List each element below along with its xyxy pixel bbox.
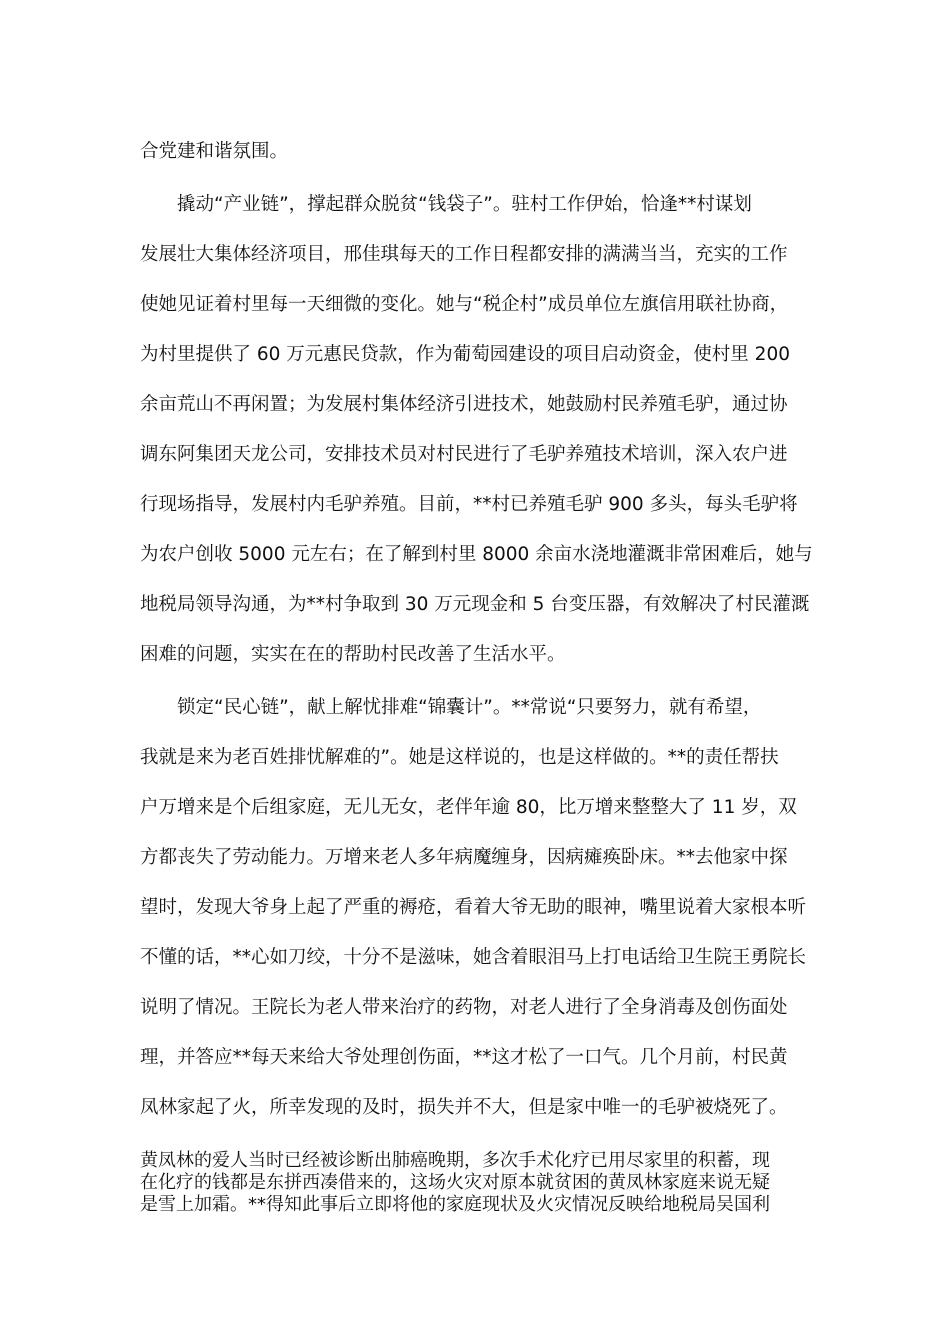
paragraph-start-line: 锁定“民心链”，献上解忧排难“锦囊计”。**常说“只要努力，就有希望， [177, 697, 762, 718]
text-line: 发展壮大集体经济项目，邢佳琪每天的工作日程都安排的满满当当，充实的工作 [140, 244, 788, 265]
text-line: 望时，发现大爷身上起了严重的褥疮，看着大爷无助的眼神，嘴里说着大家根本听 [140, 897, 807, 918]
text-line: 户万增来是个后组家庭，无儿无女，老伴年逾 80，比万增来整整大了 11 岁，双 [140, 797, 797, 818]
text-line: 理，并答应**每天来给大爷处理创伤面，**这才松了一口气。几个月前，村民黄 [140, 1047, 788, 1068]
text-line: 我就是来为老百姓排忧解难的”。她是这样说的，也是这样做的。**的责任帮扶 [140, 747, 779, 768]
text-line: 方都丧失了劳动能力。万增来老人多年病魔缠身，因病瘫痪卧床。**去他家中探 [140, 847, 788, 868]
text-line: 调东阿集团天龙公司，安排技术员对村民进行了毛驴养殖技术培训，深入农户进 [140, 444, 788, 465]
text-line: 凤林家起了火，所幸发现的及时，损失并不大，但是家中唯一的毛驴被烧死了。 [140, 1097, 788, 1118]
text-line: 说明了情况。王院长为老人带来治疗的药物，对老人进行了全身消毒及创伤面处 [140, 997, 788, 1018]
text-line: 困难的问题，实实在在的帮助村民改善了生活水平。 [140, 644, 566, 665]
paragraph-start-line: 撬动“产业链”，撑起群众脱贫“钱袋子”。驻村工作伊始，恰逢**村谋划 [177, 194, 752, 215]
text-line: 合党建和谐氛围。 [140, 141, 289, 162]
text-line: 黄凤林的爱人当时已经被诊断出肺癌晚期，多次手术化疗已用尽家里的积蓄，现 [140, 1150, 770, 1171]
text-line: 为农户创收 5000 元左右；在了解到村里 8000 余亩水浇地灌溉非常困难后，她与 [140, 544, 813, 565]
text-line: 地税局领导沟通，为**村争取到 30 万元现金和 5 台变压器，有效解决了村民灌溉 [140, 594, 810, 615]
text-line: 行现场指导，发展村内毛驴养殖。目前，**村已养殖毛驴 900 多头，每头毛驴将 [140, 494, 798, 515]
text-line: 在化疗的钱都是东拼西凑借来的，这场火灾对原本就贫困的黄凤林家庭来说无疑 [140, 1172, 770, 1193]
text-line: 为村里提供了 60 万元惠民贷款，作为葡萄园建设的项目启动资金，使村里 200 [140, 344, 790, 365]
text-line: 使她见证着村里每一天细微的变化。她与“税企村”成员单位左旗信用联社协商， [140, 294, 789, 315]
text-line: 不懂的话，**心如刀绞，十分不是滋味，她含着眼泪马上打电话给卫生院王勇院长 [140, 947, 807, 968]
text-line: 是雪上加霜。**得知此事后立即将他的家庭现状及火灾情况反映给地税局吴国利 [140, 1194, 770, 1215]
text-line: 余亩荒山不再闲置；为发展村集体经济引进技术，她鼓励村民养殖毛驴，通过协 [140, 394, 788, 415]
